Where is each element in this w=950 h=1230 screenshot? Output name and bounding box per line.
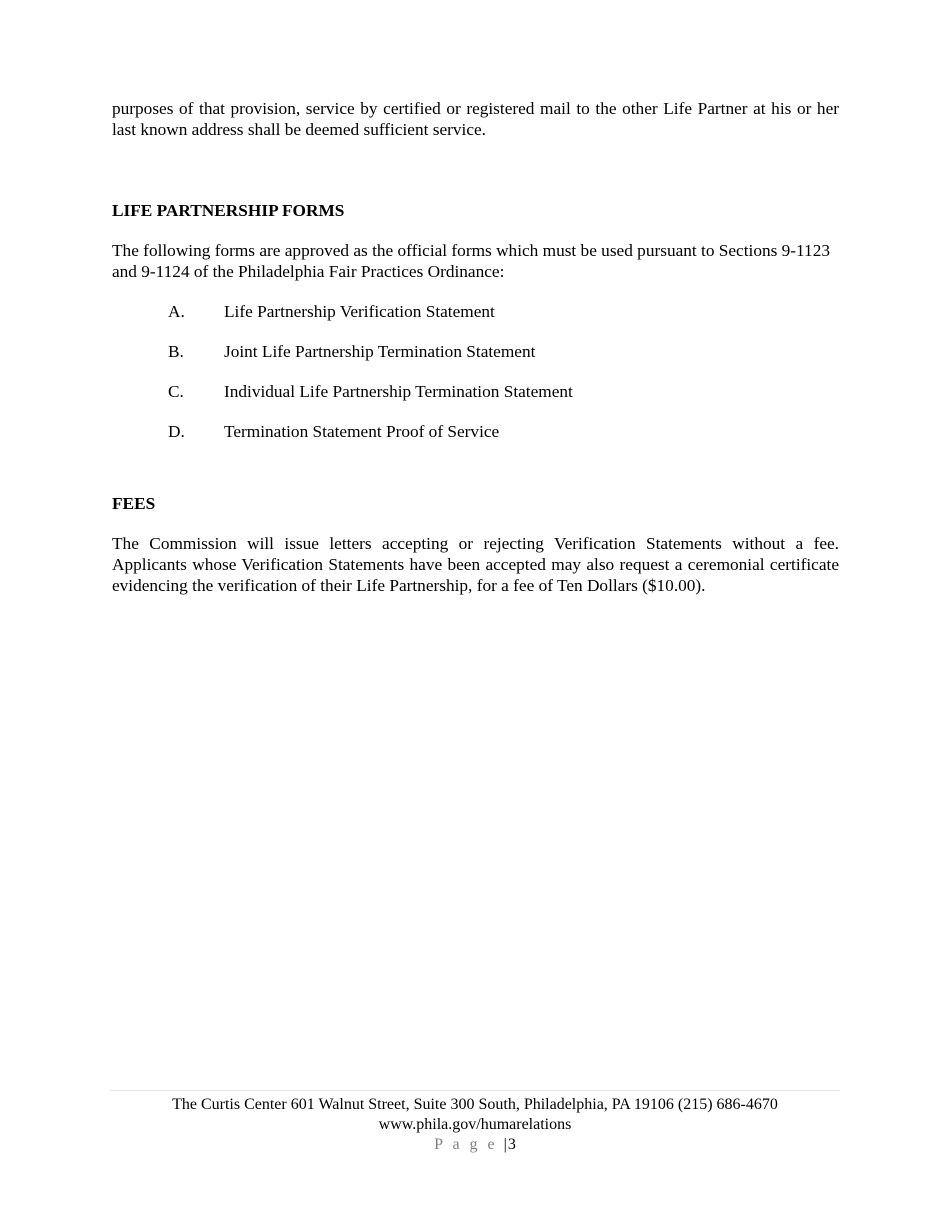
forms-list [112,301,839,442]
footer-address: The Curtis Center 601 Walnut Street, Suite 300 South, Philadelphia, PA 19106 (215) 686-4670 [172,1096,778,1113]
list-item [112,381,839,402]
form-letter: A. [168,302,185,321]
continuation-paragraph: purposes of that provision, service by certified or registered mail to the other Life Partner at his or her last known address shall be deemed sufficient service. [112,99,839,139]
list-item [112,341,839,362]
form-title: Individual Life Partnership Termination Statement [224,382,573,401]
fees-paragraph: The Commission will issue letters accepting or rejecting Verification Statements without a fee. Applicants whose Verification Statements have been accepted may also request a ceremonial certificate evidencing the verification of their Life Partnership, for a fee of Ten Dollars ($10.00). [112,534,839,595]
form-letter: C. [168,382,184,401]
list-item [112,421,839,442]
form-title: Joint Life Partnership Termination Statement [224,342,536,361]
page-footer [110,1090,840,1155]
page-number: 3 [507,1136,516,1153]
fees-heading: FEES [112,494,156,513]
forms-heading: LIFE PARTNERSHIP FORMS [112,201,345,220]
page-separator: | [503,1136,507,1153]
forms-intro-paragraph: The following forms are approved as the official forms which must be used pursuant to Sections 9-1123 and 9-1124 of the Philadelphia Fair Practices Ordinance: [112,241,830,281]
page-label: P a g e [434,1136,498,1153]
page-number-line [110,1135,840,1155]
footer-website: www.phila.gov/humarelations [378,1116,572,1133]
form-title: Life Partnership Verification Statement [224,302,495,321]
form-letter: D. [168,422,185,441]
form-letter: B. [168,342,184,361]
document-page [112,98,839,596]
form-title: Termination Statement Proof of Service [224,422,500,441]
list-item [112,301,839,322]
